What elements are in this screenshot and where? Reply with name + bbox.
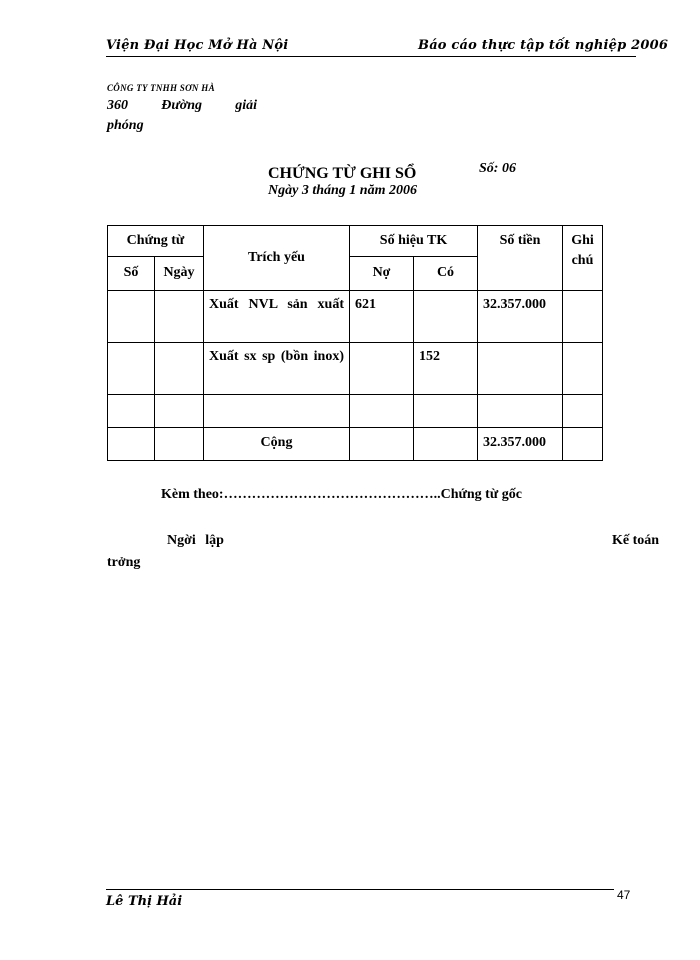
cell-ghi-chu xyxy=(563,343,603,395)
cell-ghi-chu xyxy=(563,395,603,428)
cell-no xyxy=(350,395,414,428)
footer-divider xyxy=(106,889,614,890)
company-address-line1 xyxy=(107,98,257,114)
cell-trich-yeu xyxy=(204,395,350,428)
cell-so xyxy=(108,291,155,343)
total-label: Cộng xyxy=(204,428,350,461)
header-so-tien: Số tiền xyxy=(478,226,563,291)
header-left: Viện Đại Học Mở Hà Nội xyxy=(106,38,289,53)
cell-no xyxy=(350,343,414,395)
cell-so-tien: 32.357.000 xyxy=(478,291,563,343)
header-co: Có xyxy=(414,257,478,291)
cell-empty xyxy=(108,428,155,461)
table-row xyxy=(108,291,603,343)
cell-trich-yeu: Xuất sx sp (bồn inox) xyxy=(204,343,350,395)
cell-so xyxy=(108,395,155,428)
cell-empty xyxy=(563,428,603,461)
header-so-hieu-tk: Số hiệu TK xyxy=(350,226,478,257)
cell-empty xyxy=(155,428,204,461)
signature-accountant: Kế toán xyxy=(612,533,660,548)
cell-ngay xyxy=(155,395,204,428)
attachment-line: Kèm theo:………………………………………..Chứng từ gốc xyxy=(161,487,522,502)
table-header-row xyxy=(108,226,603,257)
address-word: Đường xyxy=(161,98,202,113)
header-ngay: Ngày xyxy=(155,257,204,291)
document-number: Số: 06 xyxy=(479,161,516,176)
header-chung-tu: Chứng từ xyxy=(108,226,204,257)
company-address-line2: phóng xyxy=(107,118,144,133)
header-ghi-chu: Ghi chú xyxy=(563,226,603,291)
header-no: Nợ xyxy=(350,257,414,291)
cell-ngay xyxy=(155,291,204,343)
cell-no: 621 xyxy=(350,291,414,343)
signature-accountant-cont: trởng xyxy=(107,555,141,570)
table-total-row xyxy=(108,428,603,461)
address-word: 360 xyxy=(107,98,128,113)
header-divider xyxy=(106,56,636,57)
cell-co: 152 xyxy=(414,343,478,395)
document-title: CHỨNG TỪ GHI SỔ xyxy=(268,165,417,182)
ledger-table xyxy=(107,225,603,461)
document-date: Ngày 3 tháng 1 năm 2006 xyxy=(268,183,417,198)
cell-empty xyxy=(350,428,414,461)
company-name: CÔNG TY TNHH SƠN HÀ xyxy=(107,83,215,93)
address-word: giải xyxy=(235,98,257,113)
total-amount: 32.357.000 xyxy=(478,428,563,461)
table-row xyxy=(108,395,603,428)
header-right: Báo cáo thực tập tốt nghiệp 2006 xyxy=(418,38,669,53)
cell-trich-yeu: Xuất NVL sản xuất xyxy=(204,291,350,343)
cell-so xyxy=(108,343,155,395)
page-number: 47 xyxy=(617,888,631,902)
cell-empty xyxy=(414,428,478,461)
header-so: Số xyxy=(108,257,155,291)
cell-ghi-chu xyxy=(563,291,603,343)
signature-preparer: Ngời lập xyxy=(167,533,224,548)
cell-co xyxy=(414,291,478,343)
table-row xyxy=(108,343,603,395)
footer-author: Lê Thị Hải xyxy=(106,894,183,909)
header-trich-yeu: Trích yếu xyxy=(204,226,350,291)
cell-ngay xyxy=(155,343,204,395)
cell-so-tien xyxy=(478,395,563,428)
cell-co xyxy=(414,395,478,428)
cell-so-tien xyxy=(478,343,563,395)
